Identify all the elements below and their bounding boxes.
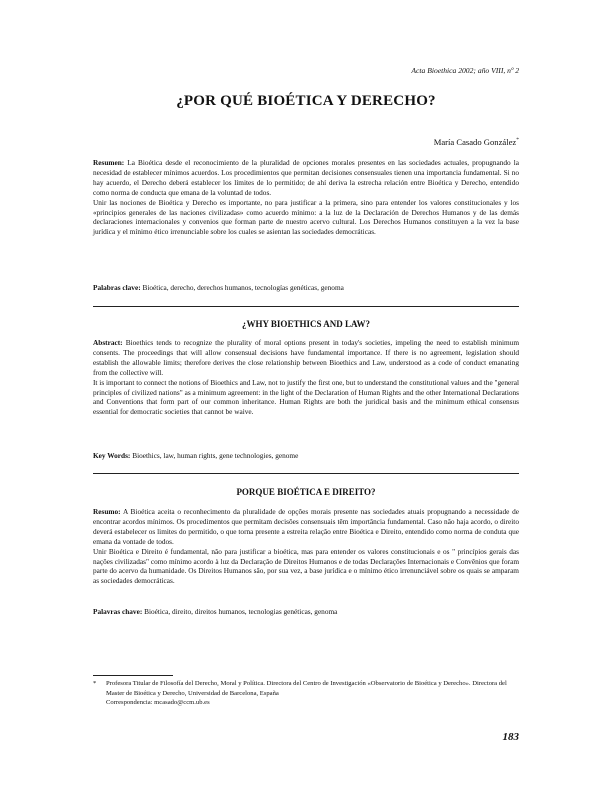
english-abstract-paragraph-1: Abstract: Bioethics tends to recognize the plurality of moral options present in today's societies, impeling the need to establish minimum consents. The proceedings that will allow consensual decisions have fundamental importance. If there is no agreement, legislation should establish the allowable limits; therefore derives the close relationship between Bioethics and Law, understood as a code of conduct emanating from the collective will.: [93, 338, 520, 377]
portuguese-keywords: [93, 607, 519, 617]
portuguese-abstract: [93, 507, 519, 586]
portuguese-abstract-paragraph-2: Unir Bioética e Direito é fundamental, não para justificar a bioética, mas para entender os valores constitucionais e os " princípios gerais das nações civilizadas" como mínimo acordo à luz da Declaração de Direitos Humanos e de todas Declarações Internacionais e Convênios que foram parte do acervo da humanidade. Os Direitos Humanos são, por sua vez, a base jurídica e o mínimo ético irrenunciável sobre os quais se amparam as sociedades democráticas.: [93, 546, 519, 586]
portuguese-abstract-label: Resumo:: [93, 507, 121, 516]
footnote-affiliation: Profesora Titular de Filosofía del Derecho, Moral y Política. Directora del Centro de Investigación «Observatorio de Bioética y Derecho». Directora del Master de Bioética y Derecho, Universidad de Barcelona, España: [106, 680, 507, 697]
section-divider: [93, 306, 519, 307]
english-keywords-text: Bioethics, law, human rights, gene technologies, genome: [132, 451, 299, 460]
english-keywords-label: Key Words:: [93, 451, 131, 460]
portuguese-keywords-label: Palavras chave:: [93, 607, 143, 616]
english-section-title: ¿WHY BIOETHICS AND LAW?: [242, 319, 370, 329]
portuguese-abstract-paragraph-1: Resumo: A Bioética aceita o reconhecimento da pluralidade de opções morais presente nas sociedades atuais propugnando a necessidade de encontrar acordos mínimos. Os procedimentos que permitam decisões consensuais têm importância fundamental. Caso não haja acordo, o direito deverá estabelecer os limites do permitido, o que torna presente a estreita relação entre Bioética e Direito, entendido como norma de conduta que emana da vontade de todos.: [93, 507, 520, 546]
spanish-keywords: [93, 283, 519, 293]
journal-header: Acta Bioethica 2002; año VIII, nº 2: [411, 66, 519, 75]
section-divider: [93, 473, 519, 474]
author-footnote-mark[interactable]: *: [516, 137, 519, 144]
english-keywords: [93, 451, 519, 461]
footnote-correspondence[interactable]: Correspondencia: mcasado@ccm.ub.es: [106, 699, 210, 706]
spanish-abstract-paragraph-2: Unir las nociones de Bioética y Derecho es importante, no para justificar a la primera, sino para entender los valores constitucionales y los «principios generales de las naciones civilizadas» como acuerdo mínimo: a la luz de la Declaración de Derechos Humanos y de las demás declaraciones internacionales y convenios que forman parte de nuestro acervo cultural. Los Derechos Humanos constituyen a la vez la base jurídica y el mínimo ético irrenunciable sobre los cuales se asientan las sociedades democráticas.: [93, 197, 519, 237]
footnote-rule: [93, 675, 173, 676]
english-abstract: [93, 338, 519, 417]
spanish-abstract-paragraph-1: Resumen: La Bioética desde el reconocimiento de la pluralidad de opciones morales presentes en las sociedades actuales, propugnando la necesidad de establecer mínimos acuerdos. Los procedimientos que permitan decisiones consensuales tienen una importancia fundamental. Si no hay acuerdo, el Derecho deberá establecer los límites de lo permitido; de ahí deriva la estrecha relación entre Bioética y Derecho, entendido como norma de conducta que emana de la voluntad de todos.: [93, 158, 519, 197]
portuguese-keywords-text: Bioética, direito, direitos humanos, tecnologias genéticas, genoma: [144, 607, 338, 616]
spanish-abstract-label: Resumen:: [93, 158, 125, 167]
footnote-mark: *: [93, 680, 97, 687]
spanish-keywords-label: Palabras clave:: [93, 283, 141, 292]
author-name: María Casado González: [433, 137, 517, 147]
page-number: 183: [502, 731, 519, 743]
footnote: [93, 679, 519, 708]
portuguese-section-title: PORQUE BIOÉTICA E DIREITO?: [236, 487, 376, 497]
author-line: [434, 137, 519, 147]
article-title: ¿POR QUÉ BIOÉTICA Y DERECHO?: [176, 93, 436, 109]
spanish-keywords-text: Bioética, derecho, derechos humanos, tecnologías genéticas, genoma: [142, 283, 344, 292]
spanish-abstract: [93, 158, 519, 237]
english-abstract-label: Abstract:: [93, 338, 123, 347]
english-abstract-paragraph-2: It is important to connect the notions of Bioethics and Law, not to justify the first one, but to understand the constitutional values and the "general principles of civilized nations" as a minimum agreement: in the light of the Declaration of Human Rights and the other International Declarations and Conventions that form part of our common inheritance. Human Rights are both the juridical basis and the minimum ethical consensus essential for democratic societies that cannot be waive.: [93, 377, 519, 417]
